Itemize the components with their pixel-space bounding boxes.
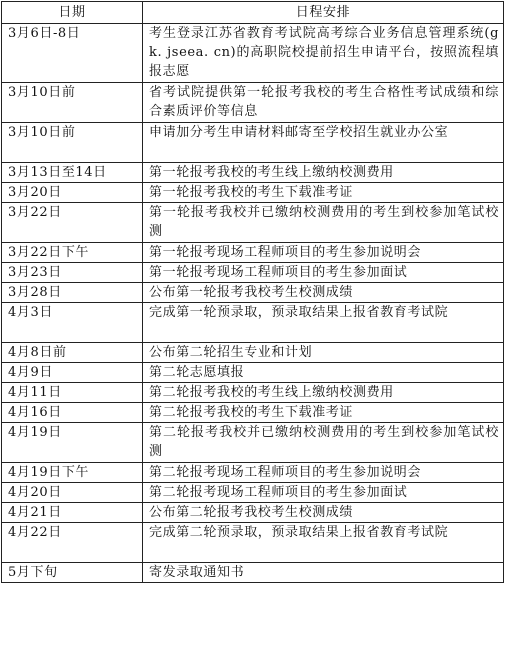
- table-row: [2, 403, 504, 423]
- date-cell: 4月22日: [2, 523, 143, 563]
- date-cell: 3月6日-8日: [2, 24, 143, 83]
- date-cell: 3月22日: [2, 203, 143, 243]
- date-cell: 4月11日: [2, 383, 143, 403]
- table-row: [2, 563, 504, 583]
- table-row: [2, 163, 504, 183]
- date-cell: 4月9日: [2, 363, 143, 383]
- plan-cell: 寄发录取通知书: [143, 563, 504, 583]
- date-cell: 3月13日至14日: [2, 163, 143, 183]
- table-row: [2, 24, 504, 83]
- date-cell: 4月19日: [2, 423, 143, 463]
- table-row: [2, 383, 504, 403]
- table-row: [2, 183, 504, 203]
- plan-cell: 第一轮报考我校并已缴纳校测费用的考生到校参加笔试校测: [143, 203, 504, 243]
- schedule-table: [1, 1, 504, 583]
- plan-cell: 申请加分考生申请材料邮寄至学校招生就业办公室: [143, 123, 504, 163]
- plan-cell: 第一轮报考现场工程师项目的考生参加面试: [143, 263, 504, 283]
- date-cell: 5月下旬: [2, 563, 143, 583]
- table-row: [2, 123, 504, 163]
- plan-cell: 第二轮报考我校的考生线上缴纳校测费用: [143, 383, 504, 403]
- date-cell: 4月21日: [2, 503, 143, 523]
- date-cell: 3月20日: [2, 183, 143, 203]
- plan-cell: 第二轮报考我校的考生下载准考证: [143, 403, 504, 423]
- date-cell: 4月16日: [2, 403, 143, 423]
- plan-cell: 第一轮报考现场工程师项目的考生参加说明会: [143, 243, 504, 263]
- table-row: [2, 483, 504, 503]
- table-row: [2, 523, 504, 563]
- plan-cell: 第一轮报考我校的考生线上缴纳校测费用: [143, 163, 504, 183]
- table-row: [2, 283, 504, 303]
- plan-cell: 完成第一轮预录取，预录取结果上报省教育考试院: [143, 303, 504, 343]
- table-row: [2, 303, 504, 343]
- date-cell: 3月23日: [2, 263, 143, 283]
- table-row: [2, 263, 504, 283]
- date-cell: 4月19日下午: [2, 463, 143, 483]
- table-row: [2, 203, 504, 243]
- date-column-header: 日期: [2, 2, 143, 24]
- date-cell: 3月10日前: [2, 83, 143, 123]
- table-row: [2, 363, 504, 383]
- table-row: [2, 463, 504, 483]
- date-cell: 4月20日: [2, 483, 143, 503]
- header-row: [2, 2, 504, 24]
- table-row: [2, 83, 504, 123]
- plan-cell: 公布第一轮报考我校考生校测成绩: [143, 283, 504, 303]
- table-row: [2, 423, 504, 463]
- plan-column-header: 日程安排: [143, 2, 504, 24]
- date-cell: 4月3日: [2, 303, 143, 343]
- plan-cell: 公布第二轮报考我校考生校测成绩: [143, 503, 504, 523]
- table-row: [2, 343, 504, 363]
- date-cell: 4月8日前: [2, 343, 143, 363]
- plan-cell: 第二轮报考我校并已缴纳校测费用的考生到校参加笔试校测: [143, 423, 504, 463]
- plan-cell: 第一轮报考我校的考生下载准考证: [143, 183, 504, 203]
- date-cell: 3月28日: [2, 283, 143, 303]
- plan-cell: 第二轮报考现场工程师项目的考生参加面试: [143, 483, 504, 503]
- date-cell: 3月22日下午: [2, 243, 143, 263]
- plan-cell: 考生登录江苏省教育考试院高考综合业务信息管理系统(gk. jseea. cn)的高职院校提前招生申请平台，按照流程填报志愿: [143, 24, 504, 83]
- table-row: [2, 503, 504, 523]
- date-cell: 3月10日前: [2, 123, 143, 163]
- plan-cell: 省考试院提供第一轮报考我校的考生合格性考试成绩和综合素质评价等信息: [143, 83, 504, 123]
- plan-cell: 第二轮志愿填报: [143, 363, 504, 383]
- plan-cell: 公布第二轮招生专业和计划: [143, 343, 504, 363]
- table-row: [2, 243, 504, 263]
- plan-cell: 第二轮报考现场工程师项目的考生参加说明会: [143, 463, 504, 483]
- plan-cell: 完成第二轮预录取，预录取结果上报省教育考试院: [143, 523, 504, 563]
